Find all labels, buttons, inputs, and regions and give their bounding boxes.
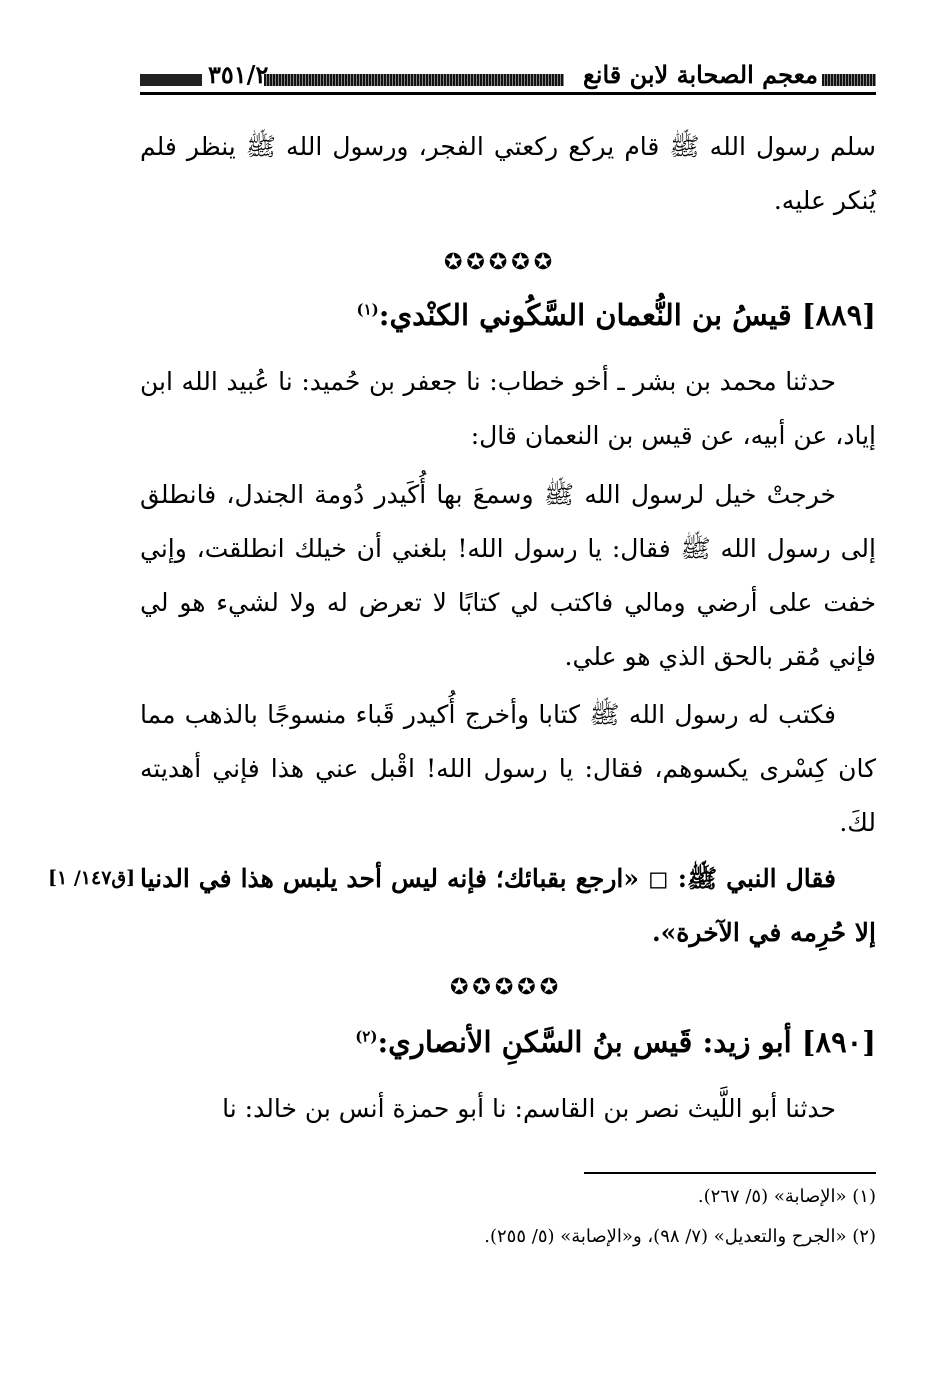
header-ornament-bar: [264, 74, 564, 86]
isnad-paragraph: حدثنا أبو اللَّيث نصر بن القاسم: نا أبو حمزة أنس بن خالد: نا: [222, 1094, 836, 1123]
entry-heading-890: [355, 1025, 876, 1059]
footnote-separator: [584, 1172, 876, 1174]
section-divider: ✪✪✪✪✪: [444, 250, 557, 275]
footnote-ref: (٢): [355, 1027, 378, 1046]
entry-title: [٨٨٩] قيسُ بن النُّعمان السَّكُوني الكنْدي:: [378, 298, 876, 332]
page-number: ٣٥١/٢: [208, 60, 269, 89]
running-header: [140, 62, 876, 98]
narration-paragraph: خرجتْ خيل لرسول الله ﷺ وسمعَ بها أُكَيدر دُومة الجندل، فانطلق إلى رسول الله ﷺ فقال: يا رسول الله! بلغني أن خيلك انطلقت، وإني خفت على أرضي ومالي فاكتب لي كتابًا لا تعرض له ولا لشيء هو لي فإني مُقر بالحق الذي هو علي.: [140, 480, 876, 671]
footnote: (٢) «الجرح والتعديل» (٧/ ٩٨)، و«الإصابة» (٥/ ٢٥٥).: [484, 1226, 876, 1247]
entry-heading-889: [356, 298, 876, 332]
section-divider: ✪✪✪✪✪: [450, 975, 563, 1000]
manuscript-folio-note: [ق١٤٧/ ١]: [48, 867, 136, 889]
isnad-paragraph: حدثنا محمد بن بشر ـ أخو خطاب: نا جعفر بن حُميد: نا عُبيد الله ابن إياد، عن أبيه، عن قيس بن النعمان قال:: [140, 367, 876, 450]
entry-title: [٨٩٠] أبو زيد: قَيس بنُ السَّكنِ الأنصاري:: [377, 1025, 876, 1059]
book-title: معجم الصحابة لابن قانع: [583, 60, 818, 89]
header-rule: [140, 92, 876, 95]
footnote-ref: (١): [356, 300, 379, 319]
footnote: (١) «الإصابة» (٥/ ٢٦٧).: [697, 1186, 876, 1207]
continued-paragraph: سلم رسول الله ﷺ قام يركع ركعتي الفجر، ورسول الله ﷺ ينظر فلم يُنكر عليه.: [140, 132, 876, 215]
hadith-paragraph: فقال النبي ﷺ: ◻ «ارجع بقبائك؛ فإنه ليس أحد يلبس هذا في الدنيا إلا حُرِمه في الآخرة».: [140, 864, 876, 947]
narration-paragraph: فكتب له رسول الله ﷺ كتابا وأخرج أُكيدر قَباء منسوجًا بالذهب مما كان كِسْرى يكسوهم، فقال: يا رسول الله! اقْبل عني هذا فإني أهديته لكَ.: [140, 700, 876, 837]
header-ornament-bar: [140, 74, 202, 86]
header-ornament-bar: [822, 74, 876, 86]
